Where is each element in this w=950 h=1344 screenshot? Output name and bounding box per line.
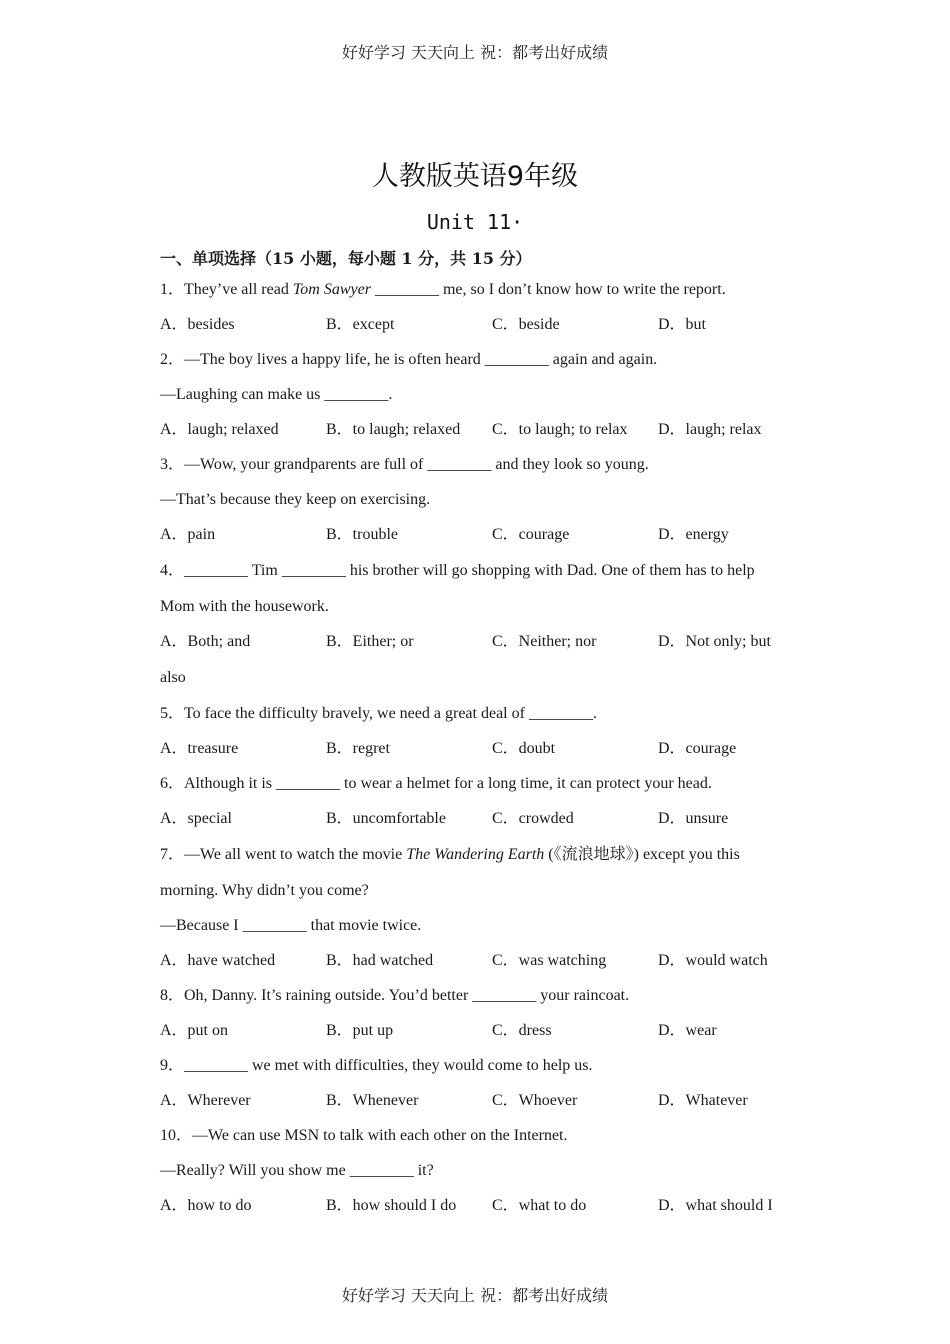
question-7-options [160, 943, 790, 978]
question-4-stem: 4．________ Tim ________ his brother will go shopping with Dad. One of them has to help [160, 562, 755, 579]
option-d[interactable]: D．but [658, 316, 707, 333]
question-6-stem: 6．Although it is ________ to wear a helmet for a long time, it can protect your head. [160, 775, 712, 792]
option-c[interactable]: C．Neither; nor [492, 633, 597, 650]
question-5-options [160, 731, 790, 766]
question-4-stem-continued: Mom with the housework. [160, 598, 329, 615]
question-8-options [160, 1013, 790, 1048]
option-a[interactable]: A．Wherever [160, 1092, 251, 1109]
option-c[interactable]: C．beside [492, 316, 560, 333]
section-heading: 一、单项选择（15 小题，每小题 1 分，共 15 分） [160, 249, 532, 268]
question-7-stem-suffix: (《流浪地球》) except you this [544, 846, 740, 863]
question-4-option-d-wrap: also [160, 669, 186, 686]
option-b[interactable]: B．regret [326, 740, 390, 757]
question-5-stem: 5．To face the difficulty bravely, we need a great deal of ________. [160, 705, 597, 722]
option-a[interactable]: A．laugh; relaxed [160, 421, 279, 438]
question-10-reply: —Really? Will you show me ________ it? [160, 1162, 434, 1179]
question-1-stem-prefix: 1．They’ve all read [160, 281, 293, 298]
option-d[interactable]: D．Whatever [658, 1092, 748, 1109]
option-d[interactable]: D．Not only; but [658, 633, 771, 650]
question-1-stem-suffix: ________ me, so I don’t know how to write the report. [370, 281, 726, 298]
option-a[interactable]: A．how to do [160, 1197, 252, 1214]
question-7-stem-prefix: 7．—We all went to watch the movie [160, 846, 407, 863]
question-7-movie-title: The Wandering Earth [406, 846, 545, 863]
question-1-stem [160, 272, 790, 307]
option-b[interactable]: B．Whenever [326, 1092, 419, 1109]
option-b[interactable]: B．uncomfortable [326, 810, 446, 827]
question-10-stem: 10．—We can use MSN to talk with each other on the Internet. [160, 1127, 568, 1144]
page-footer: 好好学习 天天向上 祝：都考出好成绩 [341, 1286, 609, 1305]
option-a[interactable]: A．besides [160, 316, 235, 333]
question-1-book-title: Tom Sawyer [292, 281, 371, 298]
question-7-reply: —Because I ________ that movie twice. [160, 917, 422, 934]
question-3-options [160, 517, 790, 552]
option-c[interactable]: C．crowded [492, 810, 574, 827]
option-a[interactable]: A．pain [160, 526, 216, 543]
option-d[interactable]: D．wear [658, 1022, 717, 1039]
question-7-stem-continued: morning. Why didn’t you come? [160, 882, 369, 899]
document-title: 人教版英语9年级 [371, 161, 579, 192]
question-9-stem: 9．________ we met with difficulties, they would come to help us. [160, 1057, 593, 1074]
question-1-options [160, 307, 790, 342]
option-c[interactable]: C．courage [492, 526, 570, 543]
option-b[interactable]: B．put up [326, 1022, 394, 1039]
option-a[interactable]: A．special [160, 810, 232, 827]
option-b[interactable]: B．to laugh; relaxed [326, 421, 461, 438]
option-b[interactable]: B．how should I do [326, 1197, 457, 1214]
option-c[interactable]: C．dress [492, 1022, 552, 1039]
question-3-reply: —That’s because they keep on exercising. [160, 491, 431, 508]
question-2-options [160, 412, 790, 447]
document-subtitle: Unit 11· [426, 210, 524, 234]
option-a[interactable]: A．put on [160, 1022, 229, 1039]
option-c[interactable]: C．doubt [492, 740, 556, 757]
question-2-stem: 2．—The boy lives a happy life, he is often heard ________ again and again. [160, 351, 658, 368]
option-b[interactable]: B．except [326, 316, 395, 333]
question-4-options [160, 624, 790, 659]
option-b[interactable]: B．had watched [326, 952, 434, 969]
question-2-reply: —Laughing can make us ________. [160, 386, 393, 403]
question-9-options [160, 1083, 790, 1118]
option-c[interactable]: C．to laugh; to relax [492, 421, 628, 438]
option-b[interactable]: B．trouble [326, 526, 398, 543]
question-10-options [160, 1188, 790, 1223]
question-6-options [160, 801, 790, 836]
question-8-stem: 8．Oh, Danny. It’s raining outside. You’d better ________ your raincoat. [160, 987, 630, 1004]
option-d[interactable]: D．energy [658, 526, 729, 543]
option-d[interactable]: D．laugh; relax [658, 421, 762, 438]
option-a[interactable]: A．Both; and [160, 633, 251, 650]
option-a[interactable]: A．have watched [160, 952, 276, 969]
option-d[interactable]: D．what should I [658, 1197, 773, 1214]
exam-content [160, 246, 790, 1223]
option-d[interactable]: D．courage [658, 740, 737, 757]
option-d[interactable]: D．unsure [658, 810, 729, 827]
page-header: 好好学习 天天向上 祝：都考出好成绩 [341, 43, 609, 62]
option-d[interactable]: D．would watch [658, 952, 768, 969]
option-b[interactable]: B．Either; or [326, 633, 414, 650]
question-7-stem [160, 836, 790, 873]
option-a[interactable]: A．treasure [160, 740, 239, 757]
question-3-stem: 3．—Wow, your grandparents are full of ________ and they look so young. [160, 456, 649, 473]
option-c[interactable]: C．Whoever [492, 1092, 578, 1109]
option-c[interactable]: C．was watching [492, 952, 607, 969]
option-c[interactable]: C．what to do [492, 1197, 587, 1214]
